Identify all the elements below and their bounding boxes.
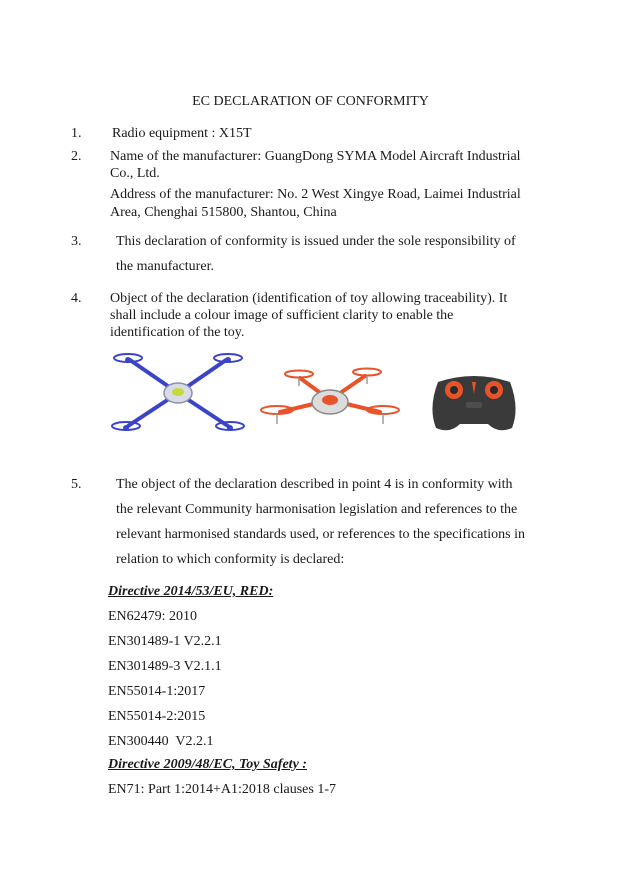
item-4-line-1: Object of the declaration (identification of toy allowing traceability). It <box>110 291 508 306</box>
item-4-line-3: identification of the toy. <box>110 325 245 340</box>
standard-item: EN62479: 2010 <box>108 609 198 624</box>
item-2-address-line-1: Address of the manufacturer: No. 2 West Xingye Road, Laimei Industrial <box>110 187 521 202</box>
item-2-line-1: Name of the manufacturer: GuangDong SYMA Model Aircraft Industrial <box>110 149 521 164</box>
standard-item: EN55014-2:2015 <box>108 709 206 724</box>
item-1-text: Radio equipment : X15T <box>112 126 252 141</box>
item-5-line-1: The object of the declaration described in point 4 is in conformity with <box>116 477 513 492</box>
item-2-number: 2. <box>71 149 82 164</box>
item-3-line-2: the manufacturer. <box>116 259 214 274</box>
item-3-number: 3. <box>71 234 82 249</box>
item-5-number: 5. <box>71 477 82 492</box>
standard-item: EN55014-1:2017 <box>108 684 206 699</box>
remote-controller-image <box>428 368 520 436</box>
standard-item: EN301489-1 V2.2.1 <box>108 634 222 649</box>
item-1-number: 1. <box>71 126 82 141</box>
standard-item: EN301489-3 V2.1.1 <box>108 659 222 674</box>
item-2-address-line-2: Area, Chenghai 515800, Shantou, China <box>110 205 337 220</box>
item-2-line-2: Co., Ltd. <box>110 166 160 181</box>
document-title: EC DECLARATION OF CONFORMITY <box>192 94 429 109</box>
item-5-line-4: relation to which conformity is declared: <box>116 552 345 567</box>
standard-item: EN71: Part 1:2014+A1:2018 clauses 1-7 <box>108 782 336 797</box>
orange-drone-image <box>255 360 405 440</box>
item-4-line-2: shall include a colour image of sufficient clarity to enable the <box>110 308 454 323</box>
standard-item: EN300440 V2.2.1 <box>108 734 214 749</box>
item-5-line-3: relevant harmonised standards used, or references to the specifications in <box>116 527 525 542</box>
item-4-number: 4. <box>71 291 82 306</box>
directive-red-heading: Directive 2014/53/EU, RED: <box>108 584 274 599</box>
item-5-line-2: the relevant Community harmonisation legislation and references to the <box>116 502 518 517</box>
item-3-line-1: This declaration of conformity is issued under the sole responsibility of <box>116 234 516 249</box>
directive-toy-safety-heading: Directive 2009/48/EC, Toy Safety : <box>108 757 307 772</box>
blue-drone-image <box>108 348 248 438</box>
